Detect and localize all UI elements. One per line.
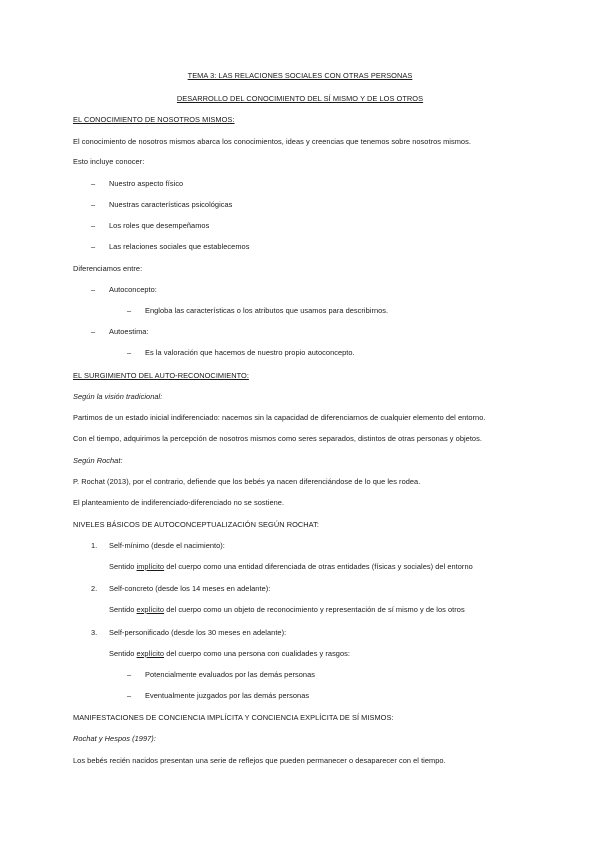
document-title: TEMA 3: LAS RELACIONES SOCIALES CON OTRAS PERSONAS (187, 71, 413, 80)
keyword: explícito (136, 605, 165, 614)
document-subtitle: DESARROLLO DEL CONOCIMIENTO DEL SÍ MISMO Y DE LOS OTROS (176, 94, 424, 103)
keyword: explícito (136, 649, 165, 658)
subheading-rochat: Según Rochat: (73, 456, 123, 465)
term-autoestima: Autoestima: (109, 327, 149, 336)
level-title: Self-personificado (desde los 30 meses en adelante): (109, 628, 287, 637)
subheading-vision-tradicional: Según la visión tradicional: (73, 392, 163, 401)
list-number: 1. (91, 541, 98, 550)
citation: Rochat y Hespos (1997): (73, 734, 156, 743)
list-number: 2. (91, 584, 98, 593)
list-item: Nuestras características psicológicas (109, 200, 233, 209)
definition: Es la valoración que hacemos de nuestro propio autoconcepto. (145, 348, 355, 357)
list-item: Los roles que desempeñamos (109, 221, 210, 230)
section-heading-manifestaciones: MANIFESTACIONES DE CONCIENCIA IMPLÍCITA Y CONCIENCIA EXPLÍCITA DE SÍ MISMOS: (73, 713, 394, 722)
list-bullet: – (91, 327, 96, 336)
paragraph: Los bebés recién nacidos presentan una serie de reflejos que pueden permanecer o desaparecer con el tiempo. (73, 756, 446, 765)
section-heading-surgimiento: EL SURGIMIENTO DEL AUTO-RECONOCIMIENTO: (73, 371, 249, 380)
list-item: Nuestro aspecto físico (109, 179, 184, 188)
paragraph: Diferenciamos entre: (73, 264, 143, 273)
section-heading-niveles: NIVELES BÁSICOS DE AUTOCONCEPTUALIZACIÓN SEGÚN ROCHAT: (73, 520, 319, 529)
list-bullet: – (91, 221, 96, 230)
level-title: Self-mínimo (desde el nacimiento): (109, 541, 225, 550)
term-autoconcepto: Autoconcepto: (109, 285, 157, 294)
text-run: Sentido (109, 562, 137, 571)
paragraph: P. Rochat (2013), por el contrario, defiende que los bebés ya nacen diferenciándose de lo que les rodea. (73, 477, 421, 486)
section-heading-conocimiento: EL CONOCIMIENTO DE NOSOTROS MISMOS: (73, 115, 235, 124)
text-run: Sentido (109, 605, 137, 614)
list-bullet: – (127, 348, 132, 357)
list-item: Eventualmente juzgados por las demás personas (145, 691, 310, 700)
level-description (109, 562, 473, 572)
text-run: del cuerpo como un objeto de reconocimiento y representación de sí mismo y de los otros (164, 605, 465, 614)
level-title: Self-concreto (desde los 14 meses en adelante): (109, 584, 271, 593)
paragraph: Esto incluye conocer: (73, 157, 145, 166)
list-bullet: – (91, 242, 96, 251)
list-bullet: – (127, 670, 132, 679)
paragraph: El conocimiento de nosotros mismos abarca los conocimientos, ideas y creencias que tenemos sobre nosotros mismos. (73, 137, 471, 146)
paragraph: Partimos de un estado inicial indiferenciado: nacemos sin la capacidad de diferenciarnos de cualquier elemento del entorno. (73, 413, 486, 422)
paragraph: Con el tiempo, adquirimos la percepción de nosotros mismos como seres separados, distintos de otras personas y objetos. (73, 434, 482, 443)
level-description (109, 649, 350, 659)
list-number: 3. (91, 628, 98, 637)
list-bullet: – (127, 691, 132, 700)
list-item: Las relaciones sociales que establecemos (109, 242, 250, 251)
paragraph: El planteamiento de indiferenciado-diferenciado no se sostiene. (73, 498, 285, 507)
list-bullet: – (91, 200, 96, 209)
list-item: Potencialmente evaluados por las demás personas (145, 670, 315, 679)
list-bullet: – (127, 306, 132, 315)
keyword: implícito (136, 562, 165, 571)
text-run: del cuerpo como una entidad diferenciada de otras entidades (físicas y sociales) del entorno (164, 562, 473, 571)
text-run: Sentido (109, 649, 137, 658)
list-bullet: – (91, 179, 96, 188)
list-bullet: – (91, 285, 96, 294)
definition: Engloba las características o los atributos que usamos para describirnos. (145, 306, 389, 315)
text-run: del cuerpo como una persona con cualidades y rasgos: (164, 649, 350, 658)
level-description (109, 605, 465, 615)
